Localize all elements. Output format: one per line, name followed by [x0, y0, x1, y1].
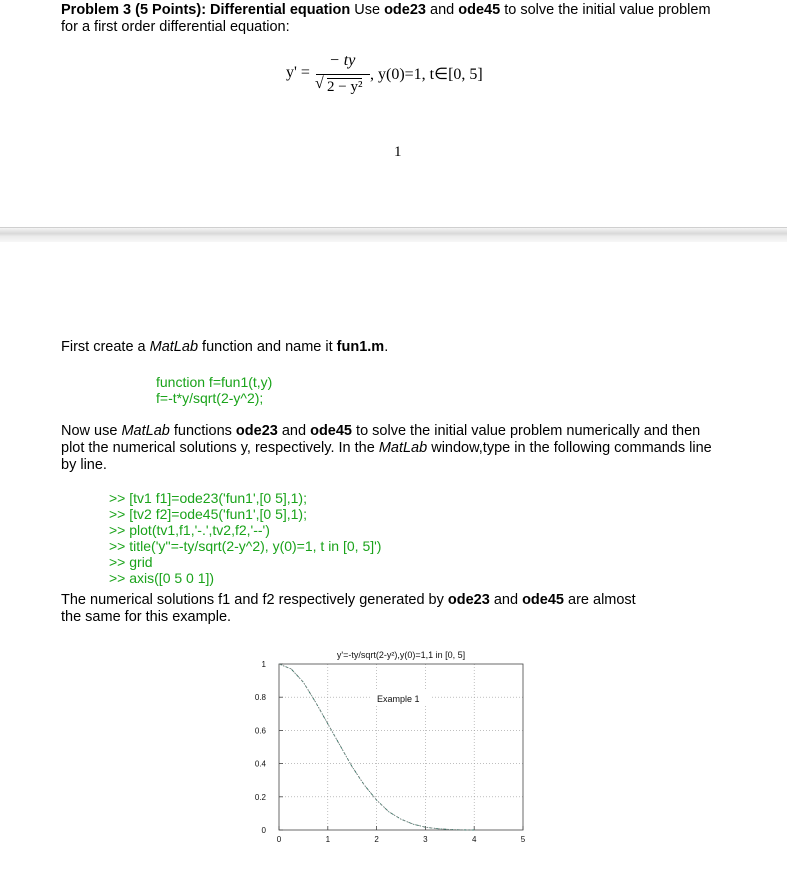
function-filename: fun1.m	[336, 339, 385, 355]
method-ode45: ode45	[458, 2, 501, 18]
y-tick-label: 0.8	[254, 693, 266, 703]
solution-plot	[240, 640, 540, 860]
command-line: >> plot(tv1,f1,'-.',tv2,f2,'--')	[109, 522, 270, 538]
eq-numerator: − ty	[329, 52, 356, 69]
matlab-word: MatLab	[378, 440, 428, 456]
text: Use	[350, 2, 385, 18]
command-line: >> [tv2 f2]=ode45('fun1',[0 5],1);	[109, 506, 307, 522]
method-ode23: ode23	[447, 592, 490, 608]
chart-axes-box	[279, 664, 523, 830]
text: window,type in the following commands line	[427, 440, 712, 456]
command-line: >> axis([0 5 0 1])	[109, 570, 215, 586]
x-tick-label: 2	[374, 835, 379, 844]
page-divider	[0, 227, 787, 242]
problem-heading	[61, 2, 761, 36]
eq-root: √	[315, 75, 324, 92]
function-code-block	[156, 374, 272, 406]
x-tick-label: 3	[423, 835, 428, 844]
text: First create a	[61, 339, 150, 355]
y-tick-label: 0.6	[254, 726, 266, 736]
x-ticks	[277, 826, 526, 844]
problem-title: Problem 3 (5 Points): Differential equation	[61, 2, 351, 18]
text: .	[384, 339, 389, 355]
matlab-word: MatLab	[149, 339, 199, 355]
y-tick-label: 1	[261, 660, 266, 669]
page-number: 1	[394, 144, 402, 160]
x-tick-label: 5	[520, 835, 526, 844]
text: by line.	[61, 457, 107, 473]
text: The numerical solutions f1 and f2 respectively generated by	[61, 592, 448, 608]
command-code-block	[109, 490, 381, 586]
y-tick-label: 0	[261, 826, 266, 835]
text: are almost	[563, 592, 636, 608]
chart-title: y'=-ty/sqrt(2-y²),y(0)=1,1 in [0, 5]	[336, 650, 466, 660]
text: and	[277, 423, 311, 439]
text: to solve the initial value problem numerically and then	[352, 423, 701, 439]
command-line: >> title('y''=-ty/sqrt(2-y^2), y(0)=1, t in [0, 5]')	[109, 538, 382, 554]
text: and	[489, 592, 523, 608]
text: plot the numerical solutions y, respectively. In the	[61, 440, 379, 456]
step1-text	[61, 339, 388, 356]
x-tick-label: 1	[325, 835, 331, 844]
y-tick-label: 0.2	[254, 792, 266, 802]
command-line: >> [tv1 f1]=ode23('fun1',[0 5],1);	[109, 490, 307, 506]
text: functions	[169, 423, 236, 439]
legend-label: Example 1	[377, 694, 420, 704]
matlab-word: MatLab	[121, 423, 170, 439]
x-tick-label: 0	[276, 835, 282, 844]
eq-rhs: , y(0)=1, t∈[0, 5]	[370, 66, 483, 83]
chart-grid	[279, 664, 523, 830]
problem-line2: for a first order differential equation:	[61, 19, 290, 35]
text: the same for this example.	[61, 609, 232, 625]
command-line: >> grid	[109, 554, 153, 570]
step2-text	[61, 423, 761, 474]
method-ode23: ode23	[384, 2, 426, 18]
equation	[286, 52, 526, 108]
eq-fraction-bar	[316, 74, 370, 75]
text: Now use	[61, 423, 122, 439]
eq-lhs: y' =	[286, 64, 310, 81]
text: and	[426, 2, 459, 18]
method-ode23: ode23	[235, 423, 278, 439]
code-line: f=-t*y/sqrt(2-y^2);	[156, 390, 264, 406]
x-tick-label: 4	[471, 835, 477, 844]
method-ode45: ode45	[310, 423, 353, 439]
eq-denominator: 2 − y²	[327, 79, 363, 95]
code-line: function f=fun1(t,y)	[156, 374, 273, 390]
conclusion-text	[61, 592, 761, 626]
method-ode45: ode45	[522, 592, 564, 608]
text: to solve the initial value problem	[500, 2, 711, 18]
text: function and name it	[198, 339, 337, 355]
y-tick-label: 0.4	[254, 759, 266, 769]
